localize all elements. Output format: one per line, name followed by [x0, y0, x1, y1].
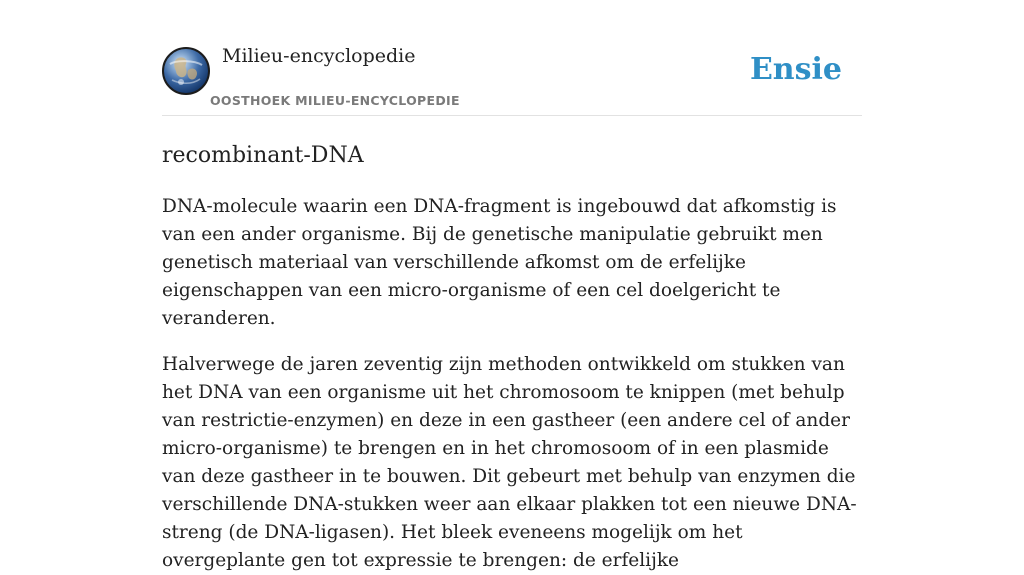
site-title[interactable]: Milieu-encyclopedie [222, 45, 416, 67]
article-paragraph: DNA-molecule waarin een DNA-fragment is ingebouwd dat afkomstig is van een ander organisme. Bij de genetische manipulatie gebruikt men genetisch materiaal van verschillende afkomst om de erfelijke eigenschappen van een micro-organisme of een cel doelgericht te veranderen. [162, 196, 837, 329]
globe-graphic [164, 49, 208, 93]
globe-icon[interactable] [162, 47, 210, 95]
site-subtitle: OOSTHOEK MILIEU-ENCYCLOPEDIE [210, 93, 460, 108]
site-header [162, 0, 862, 116]
article-paragraph: Halverwege de jaren zeventig zijn methoden ontwikkeld om stukken van het DNA van een organisme uit het chromosoom te knippen (met behulp van restrictie-enzymen) en deze in een gastheer (een andere cel of ander micro-organisme) te brengen en in het chromosoom of in een plasmide van deze gastheer in te bouwen. Dit gebeurt met behulp van enzymen die verschillende DNA-stukken weer aan elkaar plakken tot een nieuwe DNA-streng (de DNA-ligasen). Het bleek eveneens mogelijk om het overgeplante gen tot expressie te brengen: de erfelijke [162, 354, 857, 571]
brand-logo[interactable]: Ensie [749, 52, 842, 87]
article-title: recombinant-DNA [162, 143, 364, 168]
page [162, 0, 862, 575]
